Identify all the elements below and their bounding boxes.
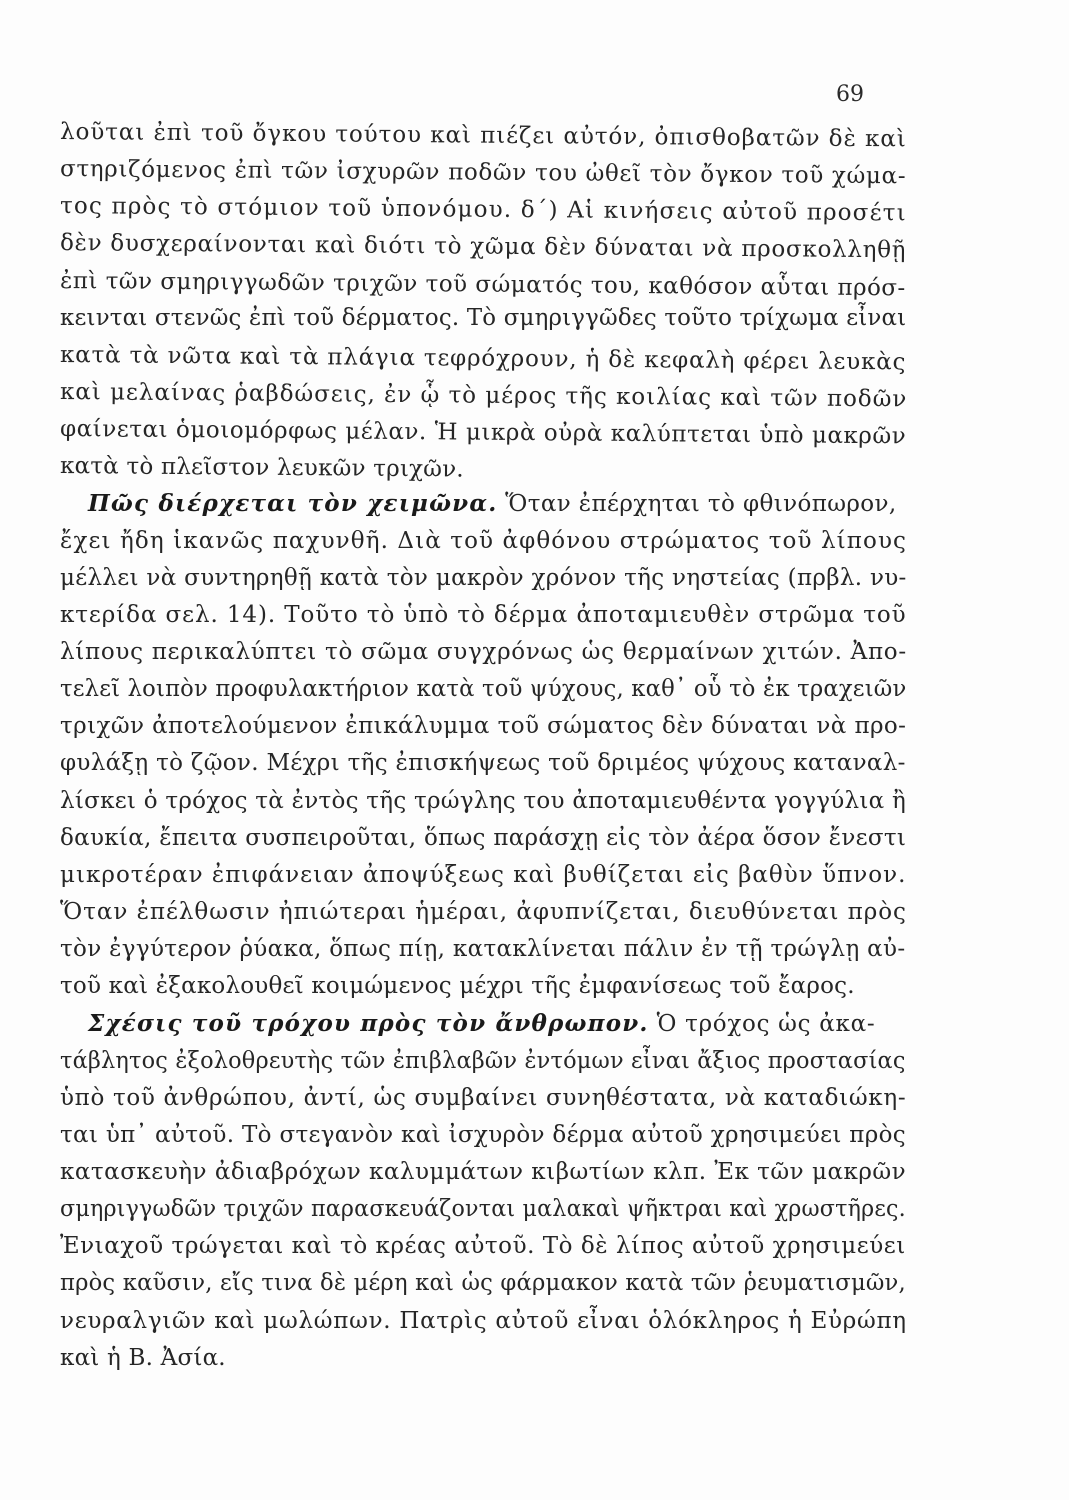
text-line: πρὸς καῦσιν, εἴς τινα δὲ μέρη καὶ ὡς φάρμακον κατὰ τῶν ῥευματισμῶν, [60,1270,906,1297]
section-relation-first-line [60,1005,906,1042]
text-line: δὲν δυσχεραίνονται καὶ διότι τὸ χῶμα δὲν δύναται νὰ προσκολληθῇ [59,230,907,264]
text-line: φαίνεται ὁμοιομόρφως μέλαν. Ἡ μικρὰ οὐρὰ καλύπτεται ὑπὸ μακρῶν [59,416,907,450]
section-relation-first-line-text: Ὁ τρόχος ὡς ἀκα- [656,1011,876,1038]
text-line: μικροτέραν ἐπιφάνειαν ἀποψύξεως καὶ βυθίζεται εἰς βαθὺν ὕπνον. [60,861,907,888]
text-line: τριχῶν ἀποτελούμενον ἐπικάλυμμα τοῦ σώματος δὲν δύναται νὰ προ- [60,713,907,740]
text-line: καὶ ἡ Β. Ἀσία. [60,1344,226,1371]
text-line: τάβλητος ἐξολοθρευτὴς τῶν ἐπιβλαβῶν ἐντόμων εἶναι ἄξιος προστασίας [60,1047,906,1074]
section-winter-first-line-text: Ὅταν ἐπέρχηται τὸ φθινόπωρον, [505,491,897,518]
text-line: ἔχει ἤδη ἱκανῶς παχυνθῆ. Διὰ τοῦ ἀφθόνου στρώματος τοῦ λίπους [60,527,908,554]
text-line: τος πρὸς τὸ στόμιον τοῦ ὑπονόμου. δ΄) Αἱ κινήσεις αὐτοῦ προσέτι [59,193,907,227]
text-line: κεινται στενῶς ἐπὶ τοῦ δέρματος. Τὸ σμηριγγῶδες τοῦτο τρίχωμα εἶναι [60,304,907,331]
text-line: τὸν ἐγγύτερον ῥύακα, ὅπως πίῃ, κατακλίνεται πάλιν ἐν τῇ τρώγλῃ αὐ- [60,936,906,963]
section-winter-heading: Πῶς διέρχεται τὸν χειμῶνα. [88,490,498,518]
body-text [60,114,906,1377]
page-number: 69 [836,82,864,107]
section-relation-heading: Σχέσις τοῦ τρόχου πρὸς τὸν ἄνθρωπον. [88,1010,649,1038]
section-winter [60,485,906,1005]
text-line: ἐπὶ τῶν σμηριγγωδῶν τριχῶν τοῦ σώματός του, καθόσον αὗται πρόσ- [59,267,906,301]
text-line: ται ὑπ᾽ αὐτοῦ. Τὸ στεγανὸν καὶ ἰσχυρὸν δέρμα αὐτοῦ χρησιμεύει πρὸς [60,1121,906,1148]
text-line: λίπους περικαλύπτει τὸ σῶμα συγχρόνως ὡς θερμαίνων χιτών. Ἀπο- [60,638,907,665]
text-line: λίσκει ὁ τρόχος τὰ ἐντὸς τῆς τρώγλης του ἀποταμιευθέντα γογγύλια ἢ [60,787,907,814]
text-line: κατασκευὴν ἀδιαβρόχων καλυμμάτων κιβωτίων κλπ. Ἐκ τῶν μακρῶν [60,1158,907,1185]
text-line: στηριζόμενος ἐπὶ τῶν ἰσχυρῶν ποδῶν του ὠθεῖ τὸν ὄγκον τοῦ χώμα- [59,156,907,190]
text-line: σμηριγγωδῶν τριχῶν παρασκευάζονται μαλακαὶ ψῆκτραι καὶ χρωστῆρες. [60,1196,906,1223]
text-line: Ὅταν ἐπέλθωσιν ἠπιώτεραι ἡμέραι, ἀφυπνίζεται, διευθύνεται πρὸς [60,898,907,925]
text-line: κτερίδα σελ. 14). Τοῦτο τὸ ὑπὸ τὸ δέρμα ἀποταμιευθὲν στρῶμα τοῦ [60,601,907,628]
text-line: ὑπὸ τοῦ ἀνθρώπου, ἀντί, ὡς συμβαίνει συνηθέστατα, νὰ καταδιώκη- [60,1084,907,1111]
text-line: μέλλει νὰ συντηρηθῇ κατὰ τὸν μακρὸν χρόνον τῆς νηστείας (πρβλ. νυ- [60,564,907,591]
paragraph-burrowing [60,114,906,485]
section-relation [60,1005,906,1376]
text-line: τελεῖ λοιπὸν προφυλακτήριον κατὰ τοῦ ψύχους, καθ᾽ οὗ τὸ ἐκ τραχειῶν [60,676,907,703]
text-line: Ἐνιαχοῦ τρώγεται καὶ τὸ κρέας αὐτοῦ. Τὸ δὲ λίπος αὐτοῦ χρησιμεύει [60,1233,906,1260]
text-line: λοῦται ἐπὶ τοῦ ὄγκου τούτου καὶ πιέζει αὐτόν, ὀπισθοβατῶν δὲ καὶ [59,119,907,153]
text-line: νευραλγιῶν καὶ μωλώπων. Πατρὶς αὐτοῦ εἶναι ὁλόκληρος ἡ Εὐρώπη [60,1307,907,1334]
text-line: δαυκία, ἔπειτα συσπειροῦται, ὅπως παράσχῃ εἰς τὸν ἀέρα ὅσον ἔνεστι [60,824,907,851]
text-line: φυλάξῃ τὸ ζῷον. Μέχρι τῆς ἐπισκήψεως τοῦ δριμέος ψύχους καταναλ- [60,750,906,777]
text-line: καὶ μελαίνας ῥαβδώσεις, ἐν ᾧ τὸ μέρος τῆς κοιλίας καὶ τῶν ποδῶν [59,378,908,413]
text-line: τοῦ καὶ ἐξακολουθεῖ κοιμώμενος μέχρι τῆς ἐμφανίσεως τοῦ ἔαρος. [60,973,855,1000]
text-line: κατὰ τὰ νῶτα καὶ τὰ πλάγια τεφρόχρουν, ἡ δὲ κεφαλὴ φέρει λευκὰς [59,341,907,376]
text-line: κατὰ τὸ πλεῖστον λευκῶν τριχῶν. [59,453,465,483]
